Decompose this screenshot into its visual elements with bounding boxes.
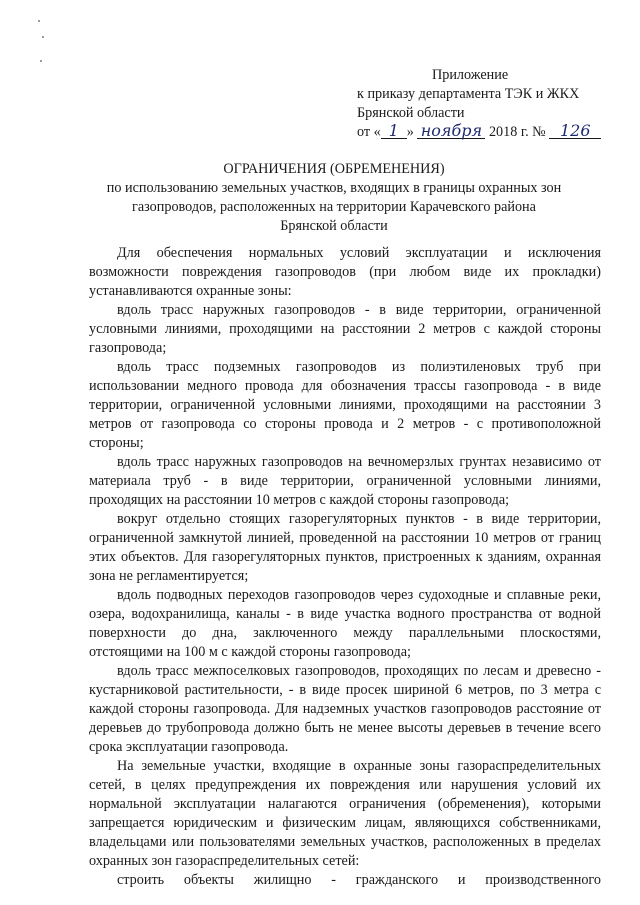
order-number: 126	[549, 124, 601, 139]
appendix-header	[357, 66, 627, 142]
paragraph: вдоль трасс наружных газопроводов на вечномерзлых грунтах независимо от материала труб - в виде территории, ограниченной условными линиями, проходящих на расстоянии 10 метров с каждой стороны газопровода;	[89, 454, 601, 508]
date-day: 1	[381, 124, 407, 139]
appendix-order: к приказу департамента ТЭК и ЖКХ	[357, 86, 580, 102]
appendix-region: Брянской области	[357, 105, 465, 121]
paragraph: На земельные участки, входящие в охранные зоны газораспределительных сетей, в целях предупреждения их повреждения или нарушения условий их нормальной эксплуатации налагаются ограничения (обременения), которыми запрещается юридическим и физическим лицам, являющихся собственниками, владельцами или пользователями земельных участков, расположенных в пределах охранных зон газораспределительных сетей:	[89, 758, 601, 869]
date-prefix: от «	[357, 124, 381, 140]
scan-dot	[38, 20, 40, 22]
document-title	[60, 160, 608, 236]
paragraph: вокруг отдельно стоящих газорегуляторных пунктов - в виде территории, ограниченной замкнутой линией, проведенной на расстоянии 10 метров от границ этих объектов. Для газорегуляторных пунктов, пристроенных к зданиям, охранная зона не регламентируется;	[89, 511, 601, 584]
appendix-label: Приложение	[432, 67, 509, 83]
date-mid: »	[406, 124, 414, 140]
scan-dot	[42, 36, 44, 38]
appendix-date-line	[357, 123, 627, 142]
paragraph: вдоль трасс межпоселковых газопроводов, проходящих по лесам и древесно - кустарниковой растительности, - в виде просек шириной 6 метров, по 3 метра с каждой стороны газопровода. Для надземных участков газопроводов расстояние от деревьев до трубопровода должно быть не менее высоты деревьев в течение всего срока эксплуатации газопровода.	[89, 663, 601, 755]
title-line: газопроводов, расположенных на территории Карачевского района	[132, 199, 536, 215]
paragraph: строить объекты жилищно - гражданского и производственного	[117, 872, 601, 888]
paragraph: вдоль подводных переходов газопроводов через судоходные и сплавные реки, озера, водохранилища, каналы - в виде участка водного пространства от водной поверхности до дна, заключенного между параллельными плоскостями, отстоящими на 100 м с каждой стороны газопровода;	[89, 587, 601, 660]
paragraph: вдоль трасс подземных газопроводов из полиэтиленовых труб при использовании медного провода для обозначения трассы газопровода - в виде территории, ограниченной условными линиями, проходящими на расстоянии 3 метров от газопровода со стороны провода и 2 метров - с противоположной стороны;	[89, 359, 601, 451]
scan-dot	[40, 60, 42, 62]
title-line: Брянской области	[280, 218, 388, 234]
date-year: 2018 г. №	[488, 124, 546, 140]
paragraph: вдоль трасс наружных газопроводов - в виде территории, ограниченной условными линиями, проходящими на расстоянии 2 метров с каждой стороны газопровода;	[89, 302, 601, 356]
title-line: по использованию земельных участков, входящих в границы охранных зон	[106, 180, 562, 196]
title-heading: ОГРАНИЧЕНИЯ (ОБРЕМЕНЕНИЯ)	[223, 161, 445, 177]
paragraph: Для обеспечения нормальных условий эксплуатации и исключения возможности повреждения газопроводов (при любом виде их прокладки) устанавливаются охранные зоны:	[89, 245, 601, 299]
document-body	[89, 244, 601, 890]
date-month: ноября	[417, 124, 485, 139]
